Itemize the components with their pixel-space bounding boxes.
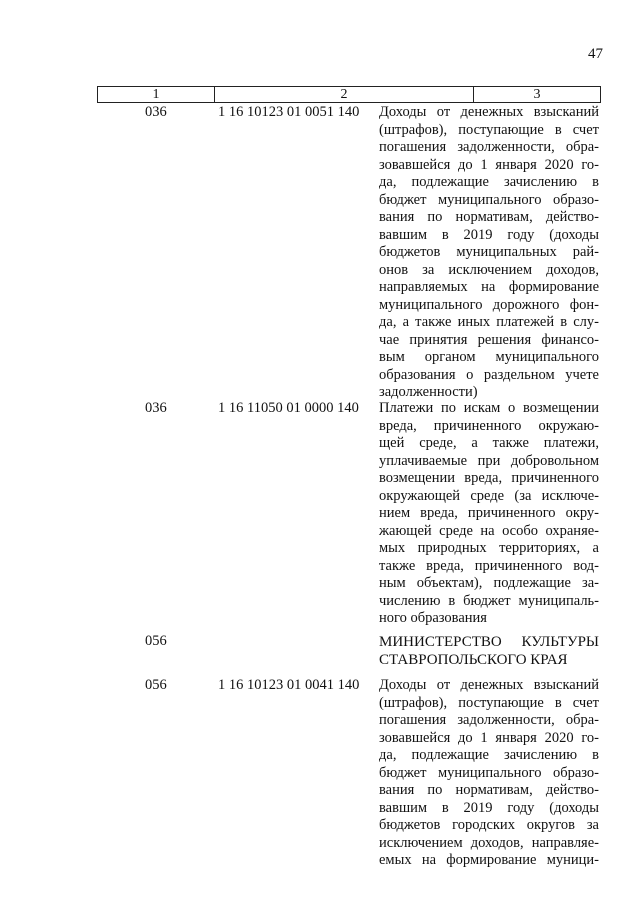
description-line: да, подлежащие зачислению в xyxy=(379,747,599,763)
description-line: Доходы от денежных взысканий xyxy=(379,677,599,693)
description-line: чае принятия решения финансо- xyxy=(379,331,599,348)
ministry-title-line: МИНИСТЕРСТВО КУЛЬТУРЫ xyxy=(379,634,599,650)
table-header xyxy=(97,86,601,103)
kbk-code: 1 16 11050 01 0000 140 xyxy=(218,400,359,416)
income-description xyxy=(379,400,599,628)
description-line: погашения задолженности, обра- xyxy=(379,712,599,728)
description-line: ного образования xyxy=(379,610,487,626)
description-line: также вреда, причиненного вод- xyxy=(379,557,599,574)
description-line: исключением доходов, направляе- xyxy=(379,834,599,851)
description-line: емых на формирование муници- xyxy=(379,852,599,868)
description-line: бюджетов городских округов за xyxy=(379,817,599,833)
income-description xyxy=(379,104,599,402)
description-line: окружающей среде (за исключе- xyxy=(379,487,599,504)
description-line: вания по нормативам, действо- xyxy=(379,209,599,225)
description-line: нием вреда, причиненного окру- xyxy=(379,505,599,521)
description-line: да, а также иных платежей в слу- xyxy=(379,314,599,330)
description-line: вым органом муниципального xyxy=(379,349,599,365)
description-line: щей среде, а также платежи, xyxy=(379,435,599,451)
description-line: вания по нормативам, действо- xyxy=(379,782,599,798)
header-col-1: 1 xyxy=(98,87,215,102)
description-line: бюджетов муниципальных рай- xyxy=(379,244,599,260)
ministry-title xyxy=(379,633,599,669)
description-line: бюджет муниципального образо- xyxy=(379,191,599,208)
header-col-2: 2 xyxy=(215,87,474,102)
description-line: погашения задолженности, обра- xyxy=(379,139,599,155)
description-line: Доходы от денежных взысканий xyxy=(379,104,599,120)
description-line: образования о раздельном учете xyxy=(379,366,599,383)
description-line: жающей среде на особо охраняе- xyxy=(379,522,599,539)
description-line: вавшим в 2019 году (доходы xyxy=(379,226,599,243)
description-line: онов за исключением доходов, xyxy=(379,261,599,278)
description-line: муниципального дорожного фон- xyxy=(379,296,599,313)
admin-code: 056 xyxy=(145,677,167,693)
description-line: зовавшейся до 1 января 2020 го- xyxy=(379,156,599,173)
income-description xyxy=(379,677,599,870)
description-line: вреда, причиненного окружаю- xyxy=(379,417,599,434)
description-line: задолженности) xyxy=(379,384,478,400)
admin-code: 036 xyxy=(145,104,167,120)
admin-code: 056 xyxy=(145,633,167,649)
description-line: Платежи по искам о возмещении xyxy=(379,400,599,416)
header-col-3: 3 xyxy=(533,87,541,102)
description-line: вавшим в 2019 году (доходы xyxy=(379,799,599,816)
description-line: зовавшейся до 1 января 2020 го- xyxy=(379,729,599,746)
description-line: да, подлежащие зачислению в xyxy=(379,174,599,190)
admin-code: 036 xyxy=(145,400,167,416)
description-line: (штрафов), поступающие в счет xyxy=(379,694,599,711)
page-number: 47 xyxy=(588,46,603,62)
description-line: возмещении вреда, причиненного xyxy=(379,470,599,486)
description-line: (штрафов), поступающие в счет xyxy=(379,121,599,138)
ministry-title-line: СТАВРОПОЛЬСКОГО КРАЯ xyxy=(379,652,568,668)
description-line: уплачиваемые при добровольном xyxy=(379,452,599,469)
description-line: бюджет муниципального образо- xyxy=(379,764,599,781)
kbk-code: 1 16 10123 01 0051 140 xyxy=(218,104,360,120)
kbk-code: 1 16 10123 01 0041 140 xyxy=(218,677,360,693)
description-line: направляемых на формирование xyxy=(379,279,599,295)
description-line: мых природных территориях, а xyxy=(379,540,599,556)
description-line: ным объектам), подлежащие за- xyxy=(379,575,599,591)
description-line: числению в бюджет муниципаль- xyxy=(379,592,599,609)
